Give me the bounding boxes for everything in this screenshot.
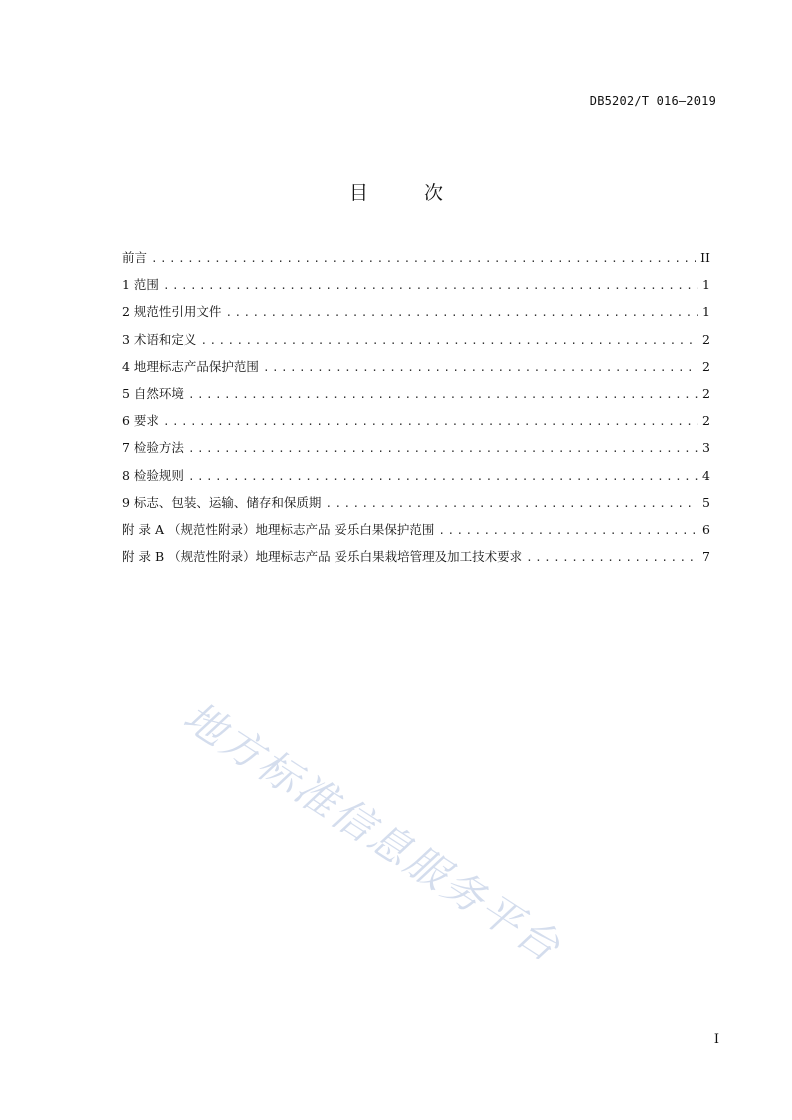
toc-entry-label: 9 标志、包装、运输、储存和保质期 — [122, 494, 322, 510]
toc-title-char-1: 目 — [348, 182, 368, 204]
toc-entry-label: 1 范围 — [122, 277, 159, 293]
toc-entry-annex-a[interactable] — [122, 520, 710, 547]
toc-leader-dots — [188, 442, 698, 455]
toc-entry-page: 2 — [702, 358, 710, 374]
toc-entry-page: 1 — [702, 304, 710, 320]
toc-entry-label: 附 录 B （规范性附录）地理标志产品 妥乐白果栽培管理及加工技术要求 — [122, 549, 523, 565]
toc-entry-scope[interactable] — [122, 275, 710, 302]
toc-entry-label: 4 地理标志产品保护范围 — [122, 358, 259, 374]
document-code: DB5202/T 016—2019 — [589, 94, 716, 108]
toc-entry-page: 7 — [702, 549, 710, 565]
toc-leader-dots — [188, 388, 698, 401]
toc-entry-protection-scope[interactable] — [122, 357, 710, 384]
toc-leader-dots — [151, 252, 696, 265]
toc-entry-page: II — [700, 250, 710, 265]
toc-entry-label: 7 检验方法 — [122, 440, 184, 456]
toc-leader-dots — [163, 415, 698, 428]
toc-entry-foreword[interactable] — [122, 248, 710, 275]
toc-entry-page: 2 — [702, 413, 710, 429]
toc-leader-dots — [325, 497, 698, 510]
toc-entry-label: 前言 — [122, 250, 148, 265]
toc-entry-page: 4 — [702, 467, 710, 483]
toc-entry-inspection-rules[interactable] — [122, 466, 710, 493]
toc-entry-page: 1 — [702, 277, 710, 293]
toc-leader-dots — [526, 551, 698, 564]
toc-leader-dots — [263, 361, 698, 374]
toc-entry-requirements[interactable] — [122, 411, 710, 438]
toc-title — [0, 178, 792, 205]
watermark-text: 地方标准信息服务平台 — [175, 692, 571, 973]
toc-entry-label: 3 术语和定义 — [122, 331, 197, 347]
toc-entry-natural-environment[interactable] — [122, 384, 710, 411]
toc-entry-marking-packaging[interactable] — [122, 493, 710, 520]
page-number: I — [713, 1032, 719, 1047]
toc-leader-dots — [200, 334, 698, 347]
toc-entry-label: 8 检验规则 — [122, 467, 184, 483]
toc-leader-dots — [438, 524, 698, 537]
toc-leader-dots — [188, 470, 698, 483]
toc-entry-normative-references[interactable] — [122, 302, 710, 329]
toc-entry-label: 6 要求 — [122, 413, 159, 429]
toc-entry-terms-definitions[interactable] — [122, 330, 710, 357]
table-of-contents — [122, 248, 710, 574]
toc-entry-annex-b[interactable] — [122, 547, 710, 574]
toc-entry-label: 5 自然环境 — [122, 385, 184, 401]
toc-entry-page: 2 — [702, 385, 710, 401]
toc-entry-page: 6 — [702, 521, 710, 537]
toc-entry-page: 5 — [702, 494, 710, 510]
toc-entry-page: 2 — [702, 331, 710, 347]
toc-entry-page: 3 — [702, 440, 710, 456]
toc-entry-test-methods[interactable] — [122, 438, 710, 465]
toc-leader-dots — [225, 306, 698, 319]
toc-title-char-2: 次 — [424, 182, 444, 204]
toc-entry-label: 2 规范性引用文件 — [122, 304, 222, 320]
toc-entry-label: 附 录 A （规范性附录）地理标志产品 妥乐白果保护范围 — [122, 521, 435, 537]
toc-leader-dots — [163, 279, 698, 292]
